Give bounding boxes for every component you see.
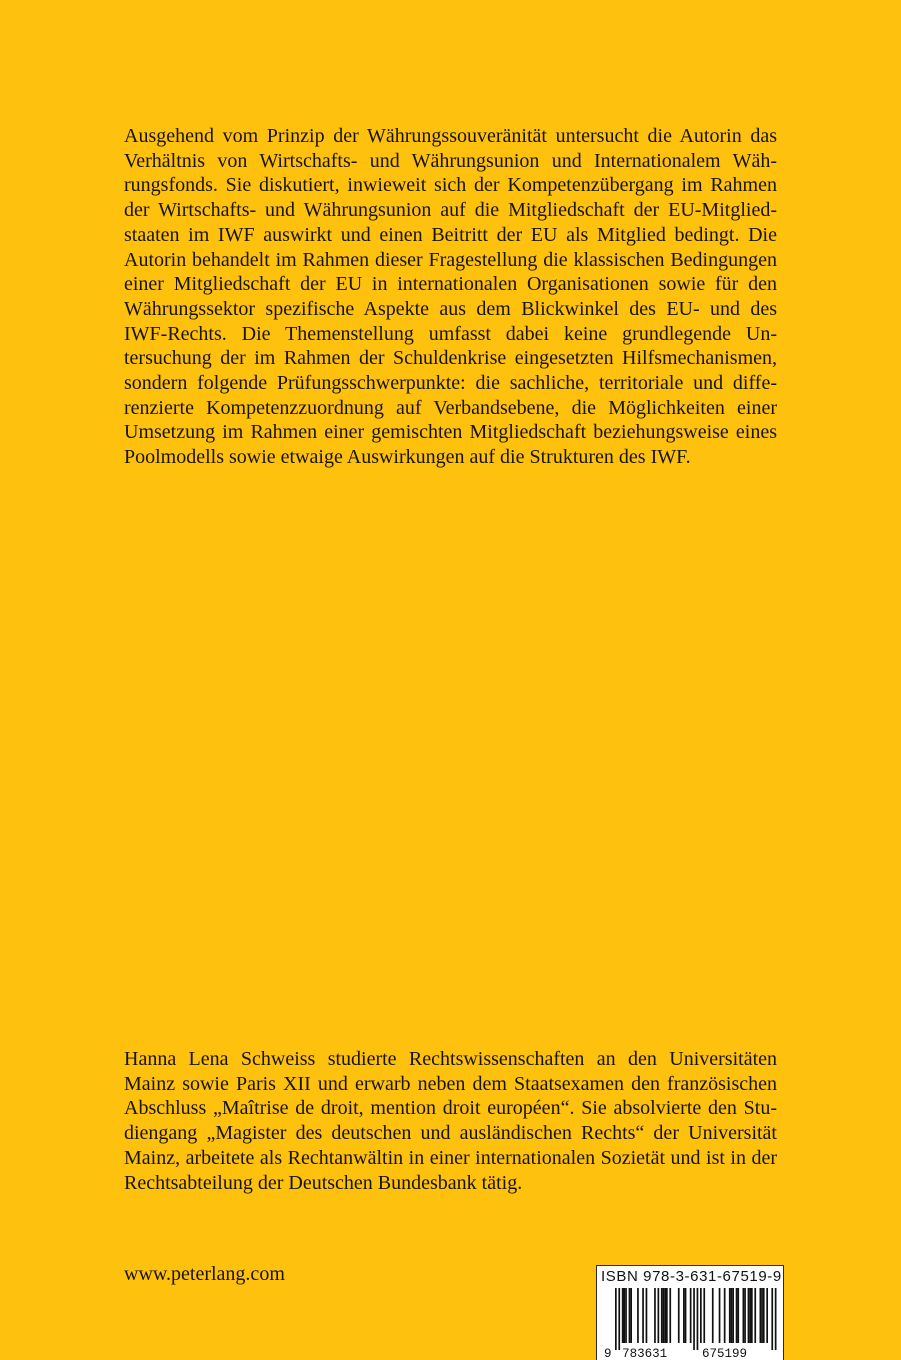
barcode-bar [775, 1288, 777, 1350]
barcode-bar [754, 1288, 756, 1343]
barcode-bar [700, 1288, 702, 1343]
barcode-digits: 675199 [702, 1347, 748, 1359]
barcode-bar [625, 1288, 627, 1343]
barcode-bar [622, 1288, 624, 1343]
barcode-bar [763, 1288, 765, 1343]
barcode-bar [630, 1288, 632, 1343]
barcode-bar [729, 1288, 731, 1343]
barcode-bar [760, 1288, 762, 1343]
barcode-bar [663, 1288, 665, 1343]
barcode-bar [751, 1288, 753, 1343]
barcode-bar [618, 1288, 620, 1350]
barcode-bar [761, 1288, 763, 1343]
barcode-bar [690, 1288, 692, 1343]
barcode-digits: 783631 [622, 1347, 668, 1359]
barcode-bar [669, 1288, 671, 1343]
barcode-bar [664, 1288, 666, 1343]
barcode-bar [744, 1288, 746, 1343]
barcode-bar [737, 1288, 739, 1343]
barcode-bar [743, 1288, 745, 1343]
barcode-bar [654, 1288, 656, 1343]
barcode-bar [661, 1288, 663, 1343]
barcode-bar [703, 1288, 705, 1343]
author-bio-paragraph: Hanna Lena Schweiss studierte Rechtswissenschaften an den Universitäten Mainz sowie Paris XII und erwarb neben dem Staatsexamen den französischen Abschluss „Maîtrise de droit, mention droit européen“. Sie absolvierte den Studiengang „Magister des deutschen und ausländischen Rechts“ der Universität Mainz, arbeitete als Rechtanwältin in einer internationalen Sozietät und ist in der Rechtsabteilung der Deutschen Bundesbank tätig. [124, 1048, 777, 1194]
barcode-bar [658, 1288, 660, 1343]
barcode-bar [731, 1288, 733, 1343]
barcode-image [603, 1288, 779, 1359]
isbn-label: ISBN 978-3-631-67519-9 [601, 1268, 782, 1285]
barcode-bar [624, 1288, 626, 1343]
barcode-bar [719, 1288, 721, 1343]
barcode-bar [697, 1288, 699, 1350]
isbn-barcode-box [596, 1265, 784, 1360]
barcode-bar [646, 1288, 648, 1343]
barcode-bar [615, 1288, 617, 1350]
barcode-bar [683, 1288, 685, 1343]
blurb-paragraph: Ausgehend vom Prinzip der Währungssouveränität untersucht die Autorin das Verhältnis von Wirtschafts- und Währungsunion und Internationalem Währungsfonds. Sie diskutiert, inwieweit sich der Kompetenzübergang im Rahmen der Wirtschafts- und Währungsunion auf die Mitgliedschaft der EU-Mitgliedstaaten im IWF auswirkt und einen Beitritt der EU als Mitglied bedingt. Die Autorin behandelt im Rahmen dieser Fragestellung die klassischen Bedingungen einer Mitgliedschaft der EU in internationalen Organisationen sowie für den Währungssektor spezifische Aspekte aus dem Blickwinkel des EU- und des IWF-Rechts. Die Themenstellung umfasst dabei keine grundlegende Untersuchung der im Rahmen der Schuldenkrise eingesetzten Hilfsmechanismen, sondern folgende Prüfungsschwerpunkte: die sachliche, territoriale und differenzierte Kompetenzzuordnung auf Verbandsebene, die Möglichkeiten einer Umsetzung im Rahmen einer gemischten Mitgliedschaft beziehungsweise eines Poolmodells sowie etwaige Auswirkungen auf die Strukturen des IWF. [124, 125, 777, 469]
barcode-bar [766, 1288, 768, 1343]
barcode-bar [736, 1288, 738, 1343]
barcode-bar [693, 1288, 695, 1350]
barcode-bar [666, 1288, 668, 1343]
barcode-bar [771, 1288, 773, 1350]
barcode-bar [712, 1288, 714, 1343]
barcode-digits: 9 [604, 1347, 612, 1359]
barcode-bar [629, 1288, 631, 1343]
barcode-bar [724, 1288, 726, 1343]
barcode-bar [748, 1288, 750, 1343]
publisher-website: www.peterlang.com [124, 1263, 285, 1285]
barcode-bar [685, 1288, 687, 1343]
barcode-bar [732, 1288, 734, 1343]
barcode-bar [678, 1288, 680, 1343]
barcode-bar [637, 1288, 639, 1343]
barcode-bar [642, 1288, 644, 1343]
barcode-bar [749, 1288, 751, 1343]
